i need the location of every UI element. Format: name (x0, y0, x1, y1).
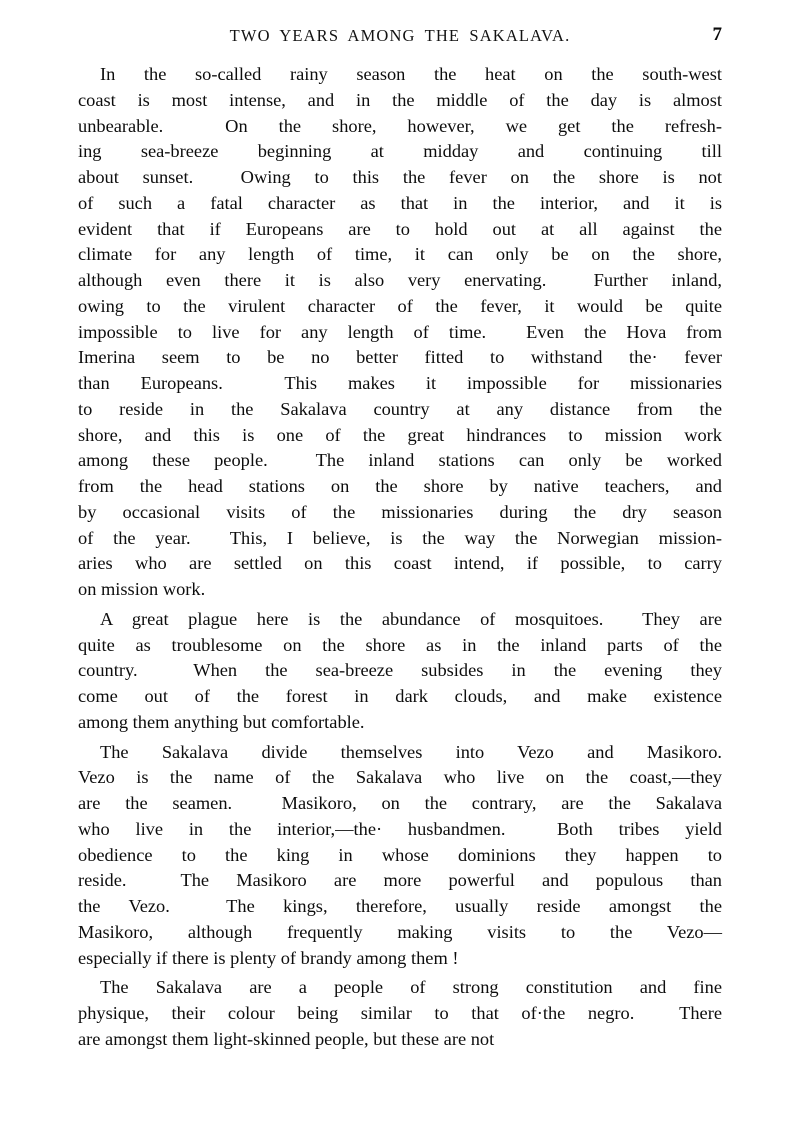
text-line: from the head stations on the shore by native teachers, and (78, 476, 722, 496)
text-line-content: The Sakalava are a people of strong constitution and fine (100, 977, 722, 998)
text-line: evident that if Europeans are to hold out at all against the (78, 218, 722, 239)
paragraph (78, 607, 722, 736)
page-number: 7 (712, 24, 722, 45)
running-head-title: TWO YEARS AMONG THE SAKALAVA. (229, 26, 571, 45)
text-line: coast is most intense, and in the middle of the day is almost (78, 89, 722, 110)
text-line: unbearable. On the shore, however, we get the refresh- (78, 115, 722, 136)
text-line: come out of the forest in dark clouds, and make existence (78, 686, 722, 706)
text-line: physique, their colour being similar to that of·the negro. There (78, 1003, 722, 1023)
text-line: owing to the virulent character of the fever, it would be quite (78, 295, 722, 316)
text-line: among them anything but comfortable. (78, 711, 365, 732)
text-line (78, 740, 722, 766)
text-line: climate for any length of time, it can only be on the shore, (78, 244, 722, 265)
text-line: to reside in the Sakalava country at any distance from the (78, 398, 722, 419)
text-line: shore, and this is one of the great hindrances to mission work (78, 424, 722, 445)
text-line: Vezo is the name of the Sakalava who live on the coast,—they (78, 767, 722, 788)
running-head (78, 25, 722, 49)
text-line: of such a fatal character as that in the interior, and it is (78, 192, 722, 213)
paragraph (78, 975, 722, 1052)
text-line (78, 607, 722, 633)
text-line-content: A great plague here is the abundance of mosquitoes. They are (100, 608, 722, 629)
text-line: especially if there is plenty of brandy among them ! (78, 947, 459, 968)
text-line (78, 975, 722, 1001)
text-line: quite as troublesome on the shore as in the inland parts of the (78, 634, 722, 655)
paragraph (78, 62, 722, 603)
text-line: than Europeans. This makes it impossible for missionaries (78, 373, 722, 393)
text-block (78, 62, 722, 1053)
paragraph (78, 740, 722, 972)
text-line: on mission work. (78, 579, 206, 599)
text-line: the Vezo. The kings, therefore, usually reside amongst the (78, 896, 722, 916)
text-line: although even there it is also very enervating. Further inland, (78, 270, 722, 290)
text-line: who live in the interior,—the· husbandmen. Both tribes yield (78, 818, 722, 839)
text-line: country. When the sea-breeze subsides in the evening they (78, 660, 722, 681)
text-line: ing sea-breeze beginning at midday and continuing till (78, 141, 722, 162)
text-line: reside. The Masikoro are more powerful and populous than (78, 870, 722, 891)
text-line: Imerina seem to be no better fitted to withstand the· fever (78, 347, 722, 368)
text-line: of the year. This, I believe, is the way the Norwegian mission- (78, 527, 722, 548)
text-line-content: The Sakalava divide themselves into Vezo and Masikoro. (100, 741, 722, 762)
text-line: by occasional visits of the missionaries during the dry season (78, 501, 722, 522)
text-line: are the seamen. Masikoro, on the contrary, are the Sakalava (78, 793, 722, 813)
text-line (78, 62, 722, 88)
text-line: among these people. The inland stations can only be worked (78, 450, 722, 471)
text-line: Masikoro, although frequently making visits to the Vezo— (78, 921, 722, 942)
text-line-content: In the so-called rainy season the heat on the south-west (100, 64, 722, 84)
text-line: aries who are settled on this coast intend, if possible, to carry (78, 553, 722, 574)
text-line: are amongst them light-skinned people, but these are not (78, 1028, 495, 1049)
text-line: about sunset. Owing to this the fever on the shore is not (78, 167, 722, 187)
text-line: impossible to live for any length of time. Even the Hova from (78, 321, 722, 342)
text-line: obedience to the king in whose dominions they happen to (78, 844, 722, 865)
